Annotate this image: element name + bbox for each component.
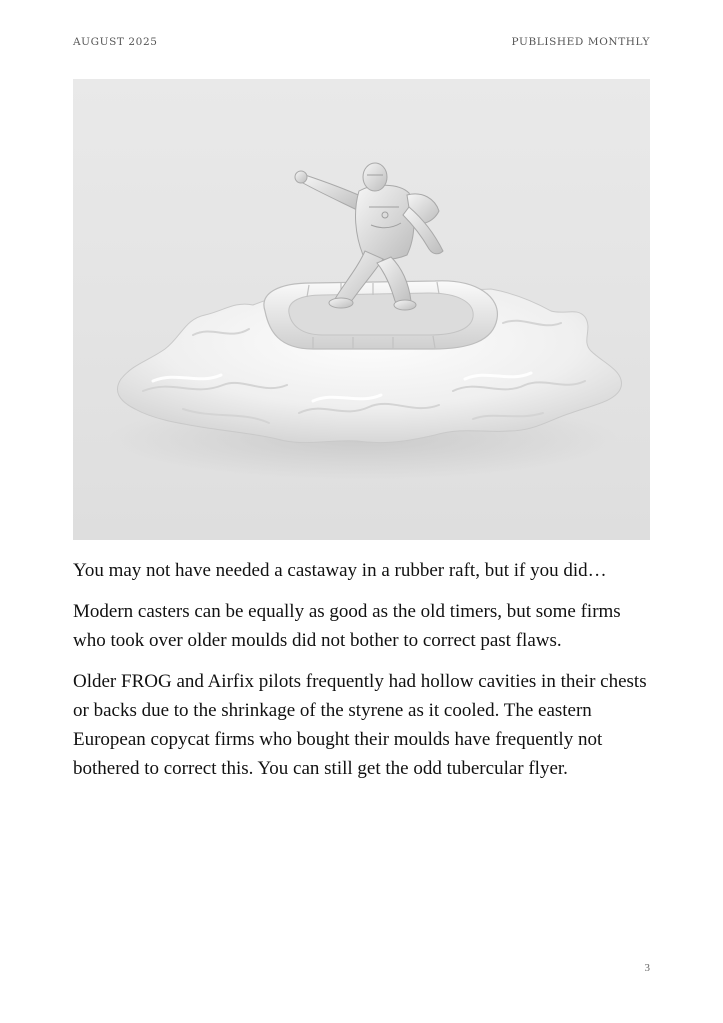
castaway-raft-photo	[73, 79, 650, 540]
paragraph-castaway: You may not have needed a castaway in a rubber raft, but if you did…	[73, 560, 607, 581]
paragraph-hollow-cavities: Older FROG and Airfix pilots frequently had hollow cavities in their chests or backs due to the shrinkage of the styrene as it cooled. The eastern European copycat firms who bought their moulds have frequently not bothered to correct this. You can still get the odd tubercular flyer.	[73, 671, 647, 779]
article-body	[73, 556, 650, 795]
page-number: 3	[644, 962, 650, 974]
running-header	[73, 36, 650, 50]
issue-date: AUGUST 2025	[73, 36, 158, 48]
publication-frequency: PUBLISHED MONTHLY	[511, 36, 650, 48]
rubber-raft	[264, 281, 497, 349]
paragraph-modern-casters: Modern casters can be equally as good as the old timers, but some firms who took over older moulds did not bother to correct past flaws.	[73, 601, 621, 651]
